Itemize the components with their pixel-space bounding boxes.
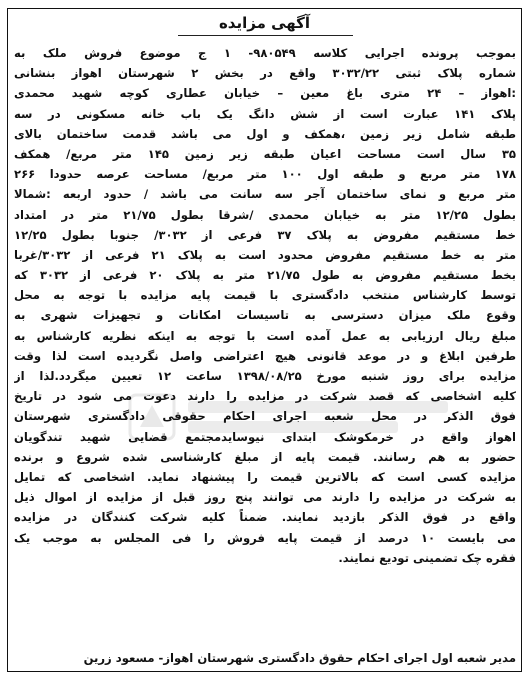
body-line: طبقه شامل زیر زمین ،همکف و اول می باشد قدمت ساختمان بالای: [14, 126, 516, 141]
body-line: بطول ۱۲/۲۵ متر به خیابان محمدی /شرقا بطول ۲۱/۷۵ متر در امتداد: [14, 207, 516, 222]
body-line: متر مربع و نمای ساختمان آجر سه سانت می باشد / حدود اربعه :شمالا: [14, 187, 516, 202]
body-line: توسط کارشناس منتخب دادگستری با قیمت پایه مزایده با توجه به محل: [14, 288, 516, 303]
body-line: خط مستقیم مفروض به پلاک ۳۷ فرعی از ۳۰۳۲/ جنوبا بطول ۱۲/۲۵: [14, 227, 516, 242]
body-line: طرفین ابلاغ و در موعد قانونی هیچ اعتراضی واصل نگردیده است لذا وقت: [14, 348, 516, 363]
notice-title: آگهی مزایده: [218, 14, 311, 32]
notice-signature: مدیر شعبه اول اجرای احکام حقوق دادگستری شهرستان اهواز- مسعود زرین: [83, 651, 516, 665]
body-line: شماره پلاک ثبتی ۳۰۳۲/۲۲ واقع در بخش ۲ شهرستان اهواز بنشانی: [14, 66, 516, 81]
body-line: مزایده کسی است که بالاترین قیمت را پیشنهاد نماید. اشخاصی که تمایل: [14, 469, 516, 484]
body-line: :اهواز – ۲۴ متری باغ معین – خیابان عطاری کوچه شهید محمدی: [14, 86, 516, 101]
body-line: ۳۵ سال است مساحت اعیان طبقه زیر زمین ۱۴۵ متر مربع/ همکف: [14, 146, 516, 161]
body-line: کلیه اشخاصی که قصد شرکت در مزایده را دارند دعوت می شود در تاریخ: [14, 389, 516, 404]
body-line: پلاک ۱۴۱ عبارت است از شش دانگ یک باب خانه مسکونی در سه: [14, 106, 516, 121]
body-line: بموجب پرونده اجرایی کلاسه ۹۸۰۵۴۹- ۱ ج موضوع فروش ملک به: [14, 46, 516, 60]
body-line: می بایست ۱۰ درصد از قیمت پایه فروش را فی المجلس به موجب یک: [14, 530, 516, 545]
body-line: واقع در فوق الذکر بازدید نمایند. ضمناً کلیه شرکت کنندگان در مزایده: [14, 510, 516, 525]
body-line: اهواز واقع در خرمکوشک ابتدای نیوسایدمجتمع قضایی شهید تندگویان: [14, 429, 516, 444]
body-line: متر به خط مستقیم مفروض محدود است به پلاک ۲۱ فرعی از ۳۰۳۲/غربا: [14, 247, 516, 262]
body-line: بخط مستقیم مفروض به طول ۲۱/۷۵ متر به پلاک ۲۰ فرعی از ۳۰۳۲ که: [14, 268, 516, 283]
body-line: حضور به هم رسانند. قیمت پایه از مبلغ کارشناسی شده شروع و برنده: [14, 449, 516, 464]
title-underline: [178, 35, 353, 36]
body-line: مزایده برای روز شنبه مورخ ۱۳۹۸/۰۸/۲۵ ساعت ۱۲ تعیین میگردد.لذا از: [14, 369, 516, 383]
body-line: وقوع ملک میزان دسترسی به تاسیسات امکانات و تجهیزات شهری به: [14, 308, 516, 323]
body-line: ۱۷۸ متر مربع و طبقه اول ۱۰۰ متر مربع/ مساحت عرصه حدودا ۲۶۶: [14, 167, 516, 182]
body-line: فوق الذکر در محل شعبه اجرای احکام حقوقی دادگستری شهرستان: [14, 409, 516, 424]
auction-notice: [7, 8, 522, 672]
body-line: به شرکت در مزایده را دارند می توانند پنج روز قبل از مزایده از اموال ذیل: [14, 490, 516, 505]
body-line: مبلغ ریال ارزیابی به عمل آمده است با توجه به اینکه نظریه کارشناس به: [14, 328, 516, 343]
body-line: فقره چک تضمینی تودیع نمایند.: [338, 550, 516, 565]
notice-body: [14, 43, 516, 568]
